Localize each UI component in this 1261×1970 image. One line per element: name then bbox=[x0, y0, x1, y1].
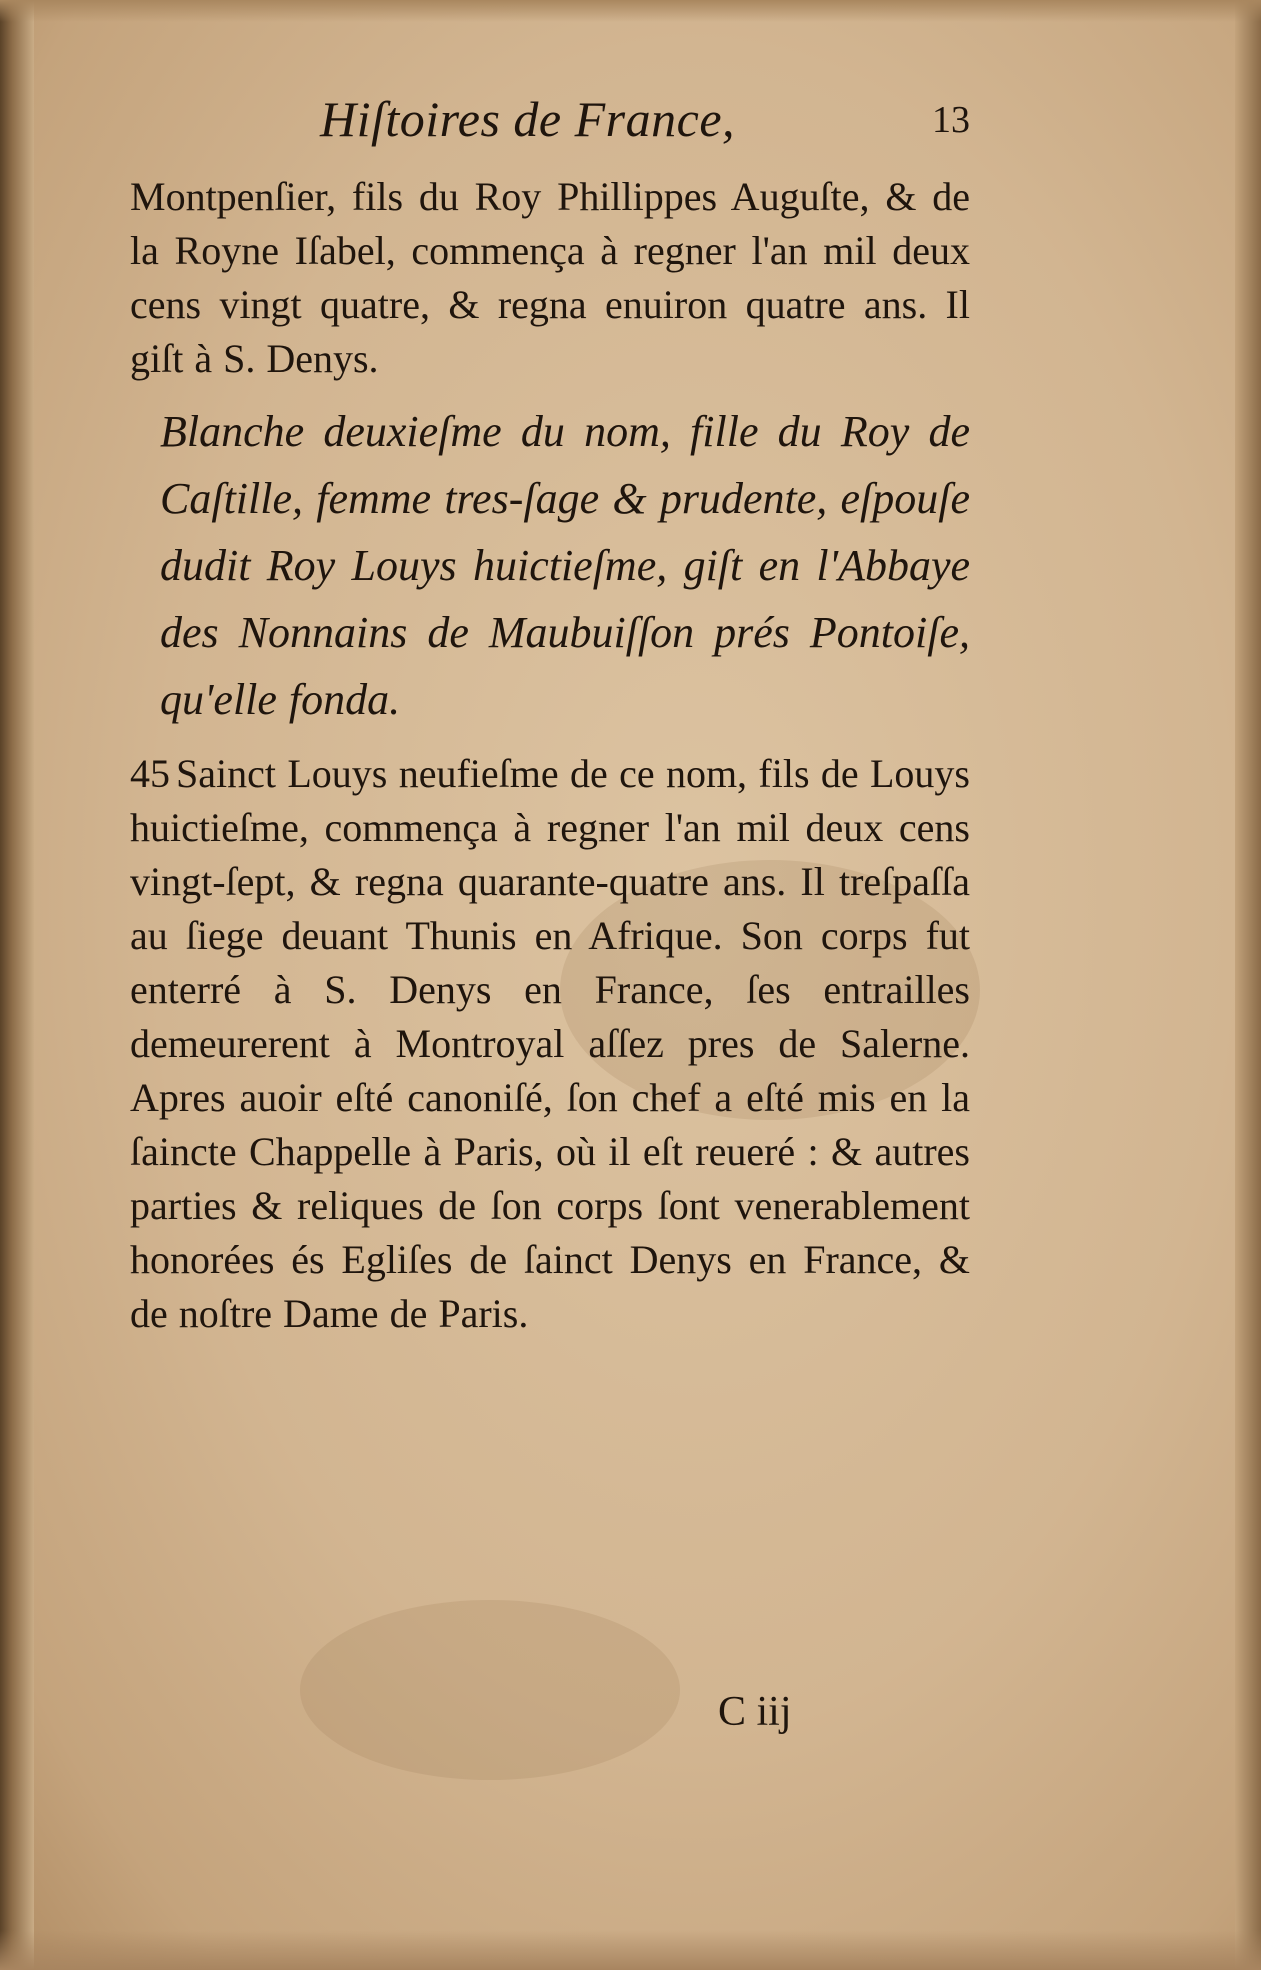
entry-number: 45 bbox=[130, 751, 170, 796]
running-head-title: Hiſtoires de France, bbox=[320, 91, 736, 147]
paragraph-louis-viii: Montpenſier, fils du Roy Phillippes Auguſte, & de la Royne Iſabel, commença à regner l'an mil deux cens vingt quatre, & regna enuiron quatre ans. Il giſt à S. Denys. bbox=[130, 174, 970, 381]
text-block bbox=[130, 90, 970, 1341]
paragraph-blanche: Blanche deuxieſme du nom, fille du Roy de Caſtille, femme tres-ſage & prudente, eſpouſe dudit Roy Louys huictieſme, giſt en l'Abbaye des Nonnains de Maubuiſſon prés Pontoiſe, qu'elle fonda. bbox=[160, 407, 970, 724]
paper-stain bbox=[300, 1600, 680, 1780]
binding-shadow bbox=[0, 0, 34, 1970]
page-edge-bottom bbox=[0, 1930, 1261, 1970]
page-number: 13 bbox=[932, 99, 970, 141]
page-edge-right bbox=[1235, 0, 1261, 1970]
paragraph-saint-louis bbox=[130, 747, 970, 1341]
running-head bbox=[130, 90, 970, 170]
page-edge-top bbox=[0, 0, 1261, 22]
paragraph-saint-louis-text: Sainct Louys neufieſme de ce nom, fils de Louys huictieſme, commença à regner l'an mil deux cens vingt-ſept, & regna quarante-quatre ans. Il treſpaſſa au ſiege deuant Thunis en Afrique. Son corps fut enterré à S. Denys en France, ſes entrailles demeurerent à Montroyal aſſez pres de Salerne. Apres auoir eſté canoniſé, ſon chef a eſté mis en la ſaincte Chappelle à Paris, où il eſt reueré : & autres parties & reliques de ſon corps ſont venerablement honorées és Egliſes de ſainct Denys en France, & de noſtre Dame de Paris. bbox=[130, 751, 970, 1336]
signature-mark: C iij bbox=[718, 1689, 792, 1735]
